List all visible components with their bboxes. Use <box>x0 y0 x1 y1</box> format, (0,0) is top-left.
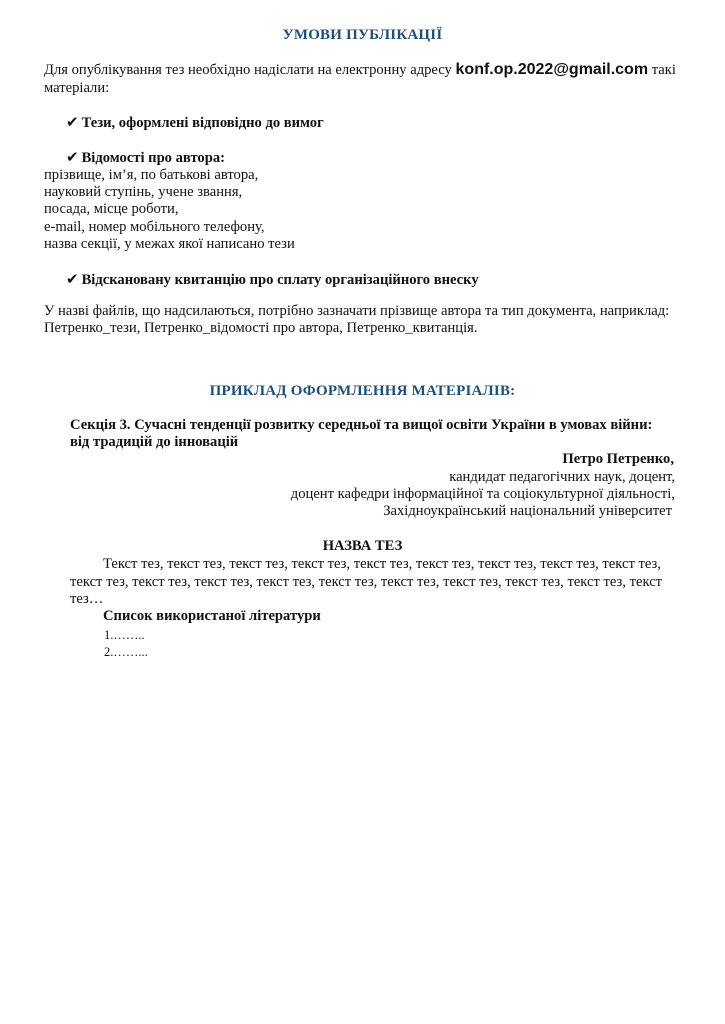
section-title-line1: Секція 3. Сучасні тенденції розвитку середньої та вищої освіти України в умовах війни: <box>70 417 653 433</box>
references-title: Список використаної літератури <box>103 608 321 624</box>
requirement-item-author-info <box>66 148 225 167</box>
thesis-text-line2: текст тез, текст тез, текст тез, текст тез, текст тез, текст тез, текст тез, текст тез, текст тез, текст <box>70 574 663 590</box>
author-position: доцент кафедри інформаційної та соціокультурної діяльності, <box>290 486 675 502</box>
author-university: Західноукраїнський національний університет <box>383 503 672 519</box>
checkmark-icon: ✔ <box>66 148 79 166</box>
publication-conditions-heading: УМОВИ ПУБЛІКАЦІЇ <box>282 27 443 43</box>
reference-item: 1.…….. <box>104 628 145 642</box>
thesis-title: НАЗВА ТЕЗ <box>322 538 403 554</box>
checkmark-icon: ✔ <box>66 113 79 131</box>
requirement-item-receipt <box>66 270 479 289</box>
author-field-line: e-mail, номер мобільного телефону, <box>44 219 265 235</box>
author-degree: кандидат педагогічних наук, доцент, <box>449 469 675 485</box>
intro-paragraph-line1 <box>44 61 676 79</box>
reference-item: 2.……... <box>104 645 148 659</box>
email-address: konf.op.2022@gmail.com <box>455 61 649 78</box>
requirement-label: Тези, оформлені відповідно до вимог <box>81 115 324 131</box>
author-field-line: прізвище, ім’я, по батькові автора, <box>44 167 259 183</box>
checkmark-icon: ✔ <box>66 270 79 288</box>
intro-text-end: такі <box>651 62 676 78</box>
example-heading: ПРИКЛАД ОФОРМЛЕННЯ МАТЕРІАЛІВ: <box>209 383 516 399</box>
requirement-item-theses <box>66 113 324 132</box>
thesis-text-line3: тез… <box>70 591 104 607</box>
file-naming-line1: У назві файлів, що надсилаються, потрібно зазначати прізвище автора та тип документа, наприклад: <box>44 303 670 319</box>
author-field-line: назва секції, у межах якої написано тези <box>44 236 295 252</box>
author-name: Петро Петренко, <box>562 451 674 467</box>
intro-text: Для опублікування тез необхідно надіслати на електронну адресу <box>44 62 452 78</box>
section-title-line2: від традицій до інновацій <box>70 434 239 450</box>
requirement-label: Відскановану квитанцію про сплату організаційного внеску <box>81 272 479 288</box>
requirement-label: Відомості про автора: <box>81 150 225 166</box>
file-naming-line2: Петренко_тези, Петренко_відомості про автора, Петренко_квитанція. <box>44 320 478 336</box>
intro-paragraph-line2: матеріали: <box>44 80 110 96</box>
author-field-line: науковий ступінь, учене звання, <box>44 184 243 200</box>
thesis-text-line1: Текст тез, текст тез, текст тез, текст тез, текст тез, текст тез, текст тез, текст тез, текст тез, <box>103 556 661 572</box>
author-field-line: посада, місце роботи, <box>44 201 179 217</box>
